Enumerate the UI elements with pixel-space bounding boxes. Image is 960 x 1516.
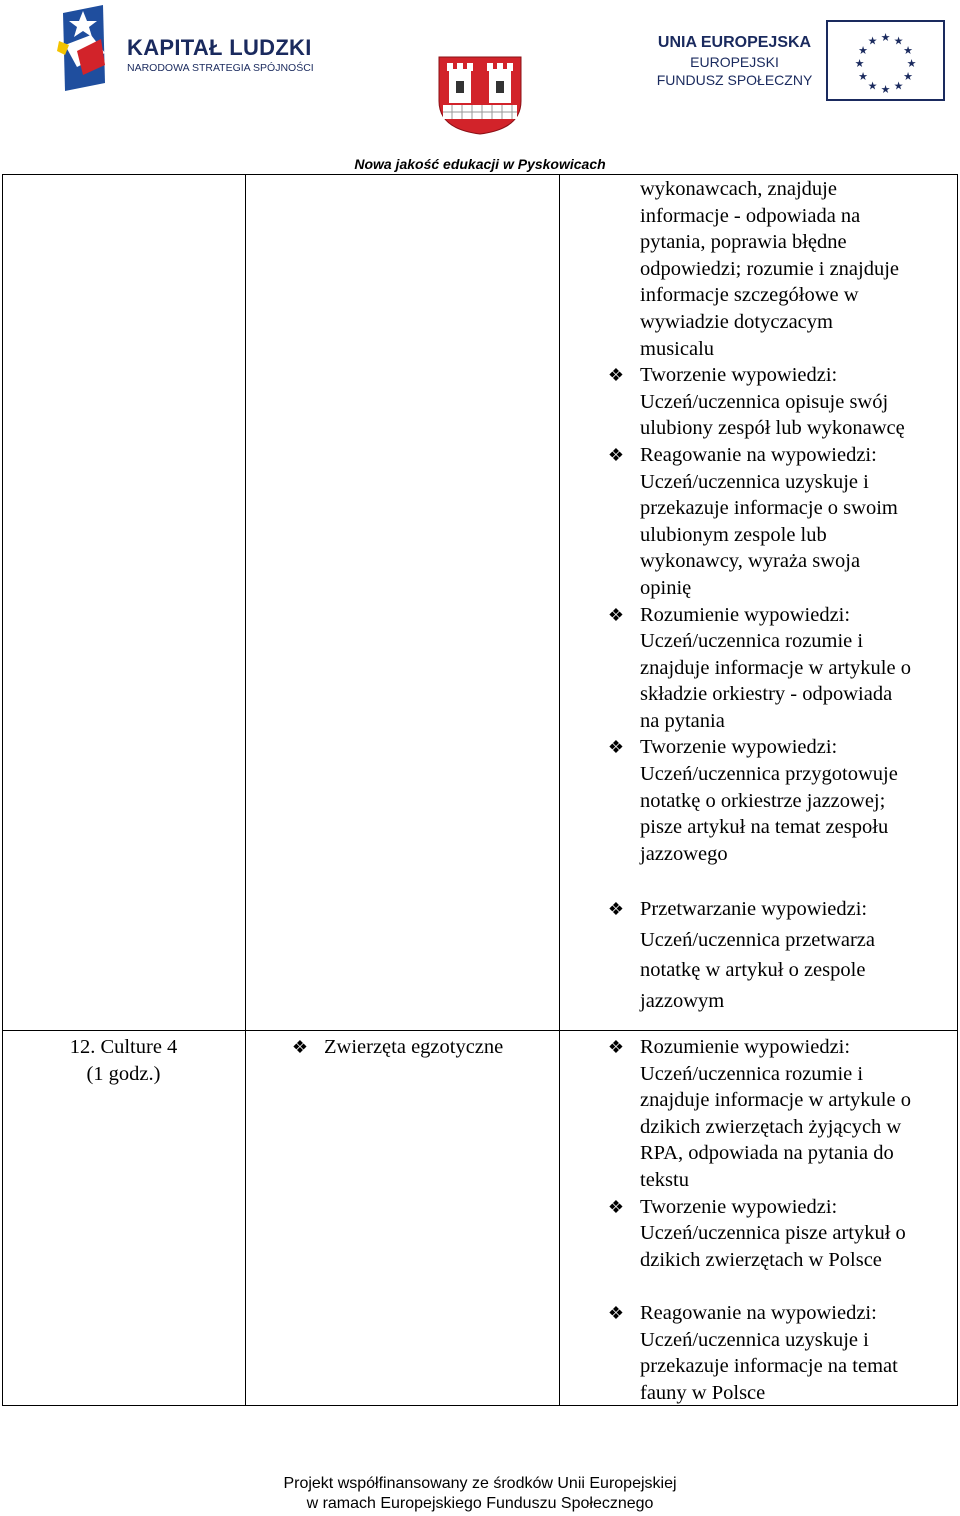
objective-item: ❖ Tworzenie wypowiedzi: Uczeń/uczennica przygotowuje notatkę o orkiestrze jazzowej; pisze artykuł na temat zespołu jazzowego	[640, 734, 955, 867]
four-diamond-bullet-icon: ❖	[607, 365, 625, 386]
table-border-left	[2, 174, 3, 1406]
kapital-ludzki-title: KAPITAŁ LUDZKI	[127, 35, 312, 60]
text-line: pytania, poprawia błędne	[640, 231, 847, 254]
text-line: musicalu	[640, 337, 715, 360]
four-diamond-bullet-icon: ❖	[607, 444, 625, 465]
text-line: RPA, odpowiada na pytania do	[640, 1142, 894, 1165]
svg-text:★: ★	[906, 57, 917, 70]
objective-category: Tworzenie wypowiedzi	[640, 364, 832, 387]
text-line: informacje - odpowiada na	[640, 204, 861, 227]
svg-text:★: ★	[893, 79, 904, 93]
objective-category: Reagowanie na wypowiedzi	[640, 1302, 872, 1324]
text-line: Uczeń/uczennica opisuje swój	[640, 390, 889, 413]
text-line: jazzowym	[640, 989, 725, 1012]
objective-item: ❖ Rozumienie wypowiedzi: Uczeń/uczennica rozumie i znajduje informacje w artykule o składzie orkiestry - odpowiada na pytania	[640, 602, 955, 735]
four-diamond-bullet-icon: ❖	[607, 1303, 625, 1323]
column-divider-1	[245, 174, 246, 1406]
row1-last-objective	[607, 894, 955, 1016]
svg-text:★: ★	[858, 44, 868, 57]
text-line: ulubionym zespole lub	[640, 523, 827, 546]
four-diamond-bullet-icon: ❖	[607, 1196, 625, 1217]
four-diamond-bullet-icon: ❖	[607, 1037, 625, 1057]
objective-category: Rozumienie wypowiedzi	[640, 1036, 845, 1058]
row2-objectives-cell	[607, 1034, 955, 1273]
objective-item: ❖ Reagowanie na wypowiedzi: Uczeń/uczennica uzyskuje i przekazuje informacje o swoim ulubionym zespole lub wykonawcy, wyraża swoja opinię	[640, 442, 955, 602]
row1-objectives-cell	[607, 176, 955, 867]
objective-category: Tworzenie wypowiedzi	[640, 1195, 832, 1218]
text-line: przekazuje informacje o swoim	[640, 497, 898, 520]
text-line: znajduje informacje w artykule o	[640, 656, 911, 679]
text-line: ulubiony zespół lub wykonawcę	[640, 417, 905, 440]
kapital-ludzki-subtitle: NARODOWA STRATEGIA SPÓJNOŚCI	[127, 62, 314, 74]
objective-category: Reagowanie na wypowiedzi	[640, 443, 872, 466]
table-border-right	[957, 174, 958, 1406]
page-footer	[0, 1474, 960, 1514]
text-line: Uczeń/uczennica przetwarza	[640, 928, 876, 951]
svg-text:★: ★	[867, 34, 878, 48]
objective-item: ❖ Rozumienie wypowiedzi: Uczeń/uczennica rozumie i znajduje informacje w artykule o dzikich zwierzętach żyjących w RPA, odpowiada na pytania do tekstu	[640, 1034, 955, 1194]
four-diamond-bullet-icon: ❖	[607, 604, 625, 625]
text-line: opinię	[640, 576, 692, 599]
text-line: znajduje informacje w artykule o	[640, 1089, 911, 1112]
four-diamond-bullet-icon: ❖	[291, 1037, 309, 1057]
text-line: wykonawcach, znajduje	[640, 178, 837, 200]
svg-text:★: ★	[858, 70, 868, 83]
kapital-ludzki-logo	[55, 5, 325, 95]
page-header	[0, 0, 960, 172]
kapital-ludzki-flag-icon	[55, 5, 109, 91]
topic-cell	[292, 1034, 557, 1061]
lesson-title: 12. Culture 4	[69, 1036, 178, 1058]
text-line: wywiadzie dotyczacym	[640, 310, 833, 333]
four-diamond-bullet-icon: ❖	[607, 899, 625, 919]
text-line: pisze artykuł na temat zespołu	[640, 816, 889, 839]
svg-text:★: ★	[893, 34, 904, 48]
text-line: Uczeń/uczennica rozumie i	[640, 630, 864, 653]
svg-text:★: ★	[867, 79, 878, 93]
objective-item: ❖ Tworzenie wypowiedzi: Uczeń/uczennica opisuje swój ulubiony zespół lub wykonawcę	[640, 362, 955, 442]
row1-continuation	[640, 176, 955, 362]
text-line: przekazuje informacje na temat	[640, 1355, 898, 1378]
text-line: na pytania	[640, 709, 725, 732]
project-title: Nowa jakość edukacji w Pyskowicach	[354, 156, 606, 172]
text-line: notatkę o orkiestrze jazzowej;	[640, 789, 886, 812]
text-line: dzikich zwierzętach żyjących w	[640, 1115, 902, 1138]
text-line: tekstu	[640, 1168, 689, 1191]
text-line: jazzowego	[640, 842, 728, 865]
row-divider	[2, 1030, 958, 1031]
column-divider-2	[559, 174, 560, 1406]
svg-text:★: ★	[903, 70, 913, 83]
pyskowice-crest-icon	[437, 55, 523, 135]
svg-text:★: ★	[854, 57, 865, 70]
objective-item: ❖ Reagowanie na wypowiedzi: Uczeń/uczennica uzyskuje i przekazuje informacje na temat fauny w Polsce	[640, 1300, 955, 1406]
row2-last-objective	[607, 1300, 955, 1406]
ue-line2: EUROPEJSKI	[690, 54, 779, 70]
text-line: notatkę w artykuł o zespole	[640, 959, 866, 981]
objective-category: Przetwarzanie wypowiedzi	[640, 898, 862, 920]
text-line: informacje szczegółowe w	[640, 284, 859, 307]
text-line: Uczeń/uczennica rozumie i	[640, 1062, 864, 1085]
text-line: Uczeń/uczennica uzyskuje i	[640, 470, 869, 493]
text-line: dzikich zwierzętach w Polsce	[640, 1248, 882, 1271]
eu-text-block	[652, 33, 817, 89]
eu-flag-icon	[826, 20, 945, 101]
objective-item: ❖ Przetwarzanie wypowiedzi: Uczeń/uczennica przetwarza notatkę w artykuł o zespole jazzowym	[640, 894, 955, 1016]
text-line: Uczeń/uczennica uzyskuje i	[640, 1328, 869, 1351]
topic-item	[292, 1034, 557, 1061]
objective-category: Tworzenie wypowiedzi	[640, 736, 832, 759]
footer-line1: Projekt współfinansowany ze środków Unii Europejskiej	[283, 1475, 677, 1492]
lesson-hours: (1 godz.)	[86, 1062, 161, 1085]
objective-category: Rozumienie wypowiedzi	[640, 603, 845, 626]
four-diamond-bullet-icon: ❖	[607, 737, 625, 758]
footer-line2: w ramach Europejskiego Funduszu Społecznego	[306, 1495, 654, 1512]
svg-text:★: ★	[903, 44, 913, 57]
text-line: składzie orkiestry - odpowiada	[640, 683, 893, 706]
svg-text:★: ★	[880, 83, 891, 96]
text-line: Uczeń/uczennica pisze artykuł o	[640, 1222, 906, 1245]
ue-line3: FUNDUSZ SPOŁECZNY	[656, 72, 813, 88]
objective-item: ❖ Tworzenie wypowiedzi: Uczeń/uczennica pisze artykuł o dzikich zwierzętach w Polsce	[640, 1194, 955, 1274]
ue-line1: UNIA EUROPEJSKA	[657, 34, 812, 51]
lesson-cell	[2, 1034, 245, 1087]
topic-label: Zwierzęta egzotyczne	[324, 1036, 504, 1058]
text-line: wykonawcy, wyraża swoja	[640, 550, 861, 573]
text-line: odpowiedzi; rozumie i znajduje	[640, 257, 900, 280]
table-border-top	[2, 174, 958, 175]
text-line: fauny w Polsce	[640, 1381, 766, 1404]
svg-text:★: ★	[880, 31, 891, 44]
text-line: Uczeń/uczennica przygotowuje	[640, 763, 898, 786]
curriculum-table	[2, 174, 958, 1406]
